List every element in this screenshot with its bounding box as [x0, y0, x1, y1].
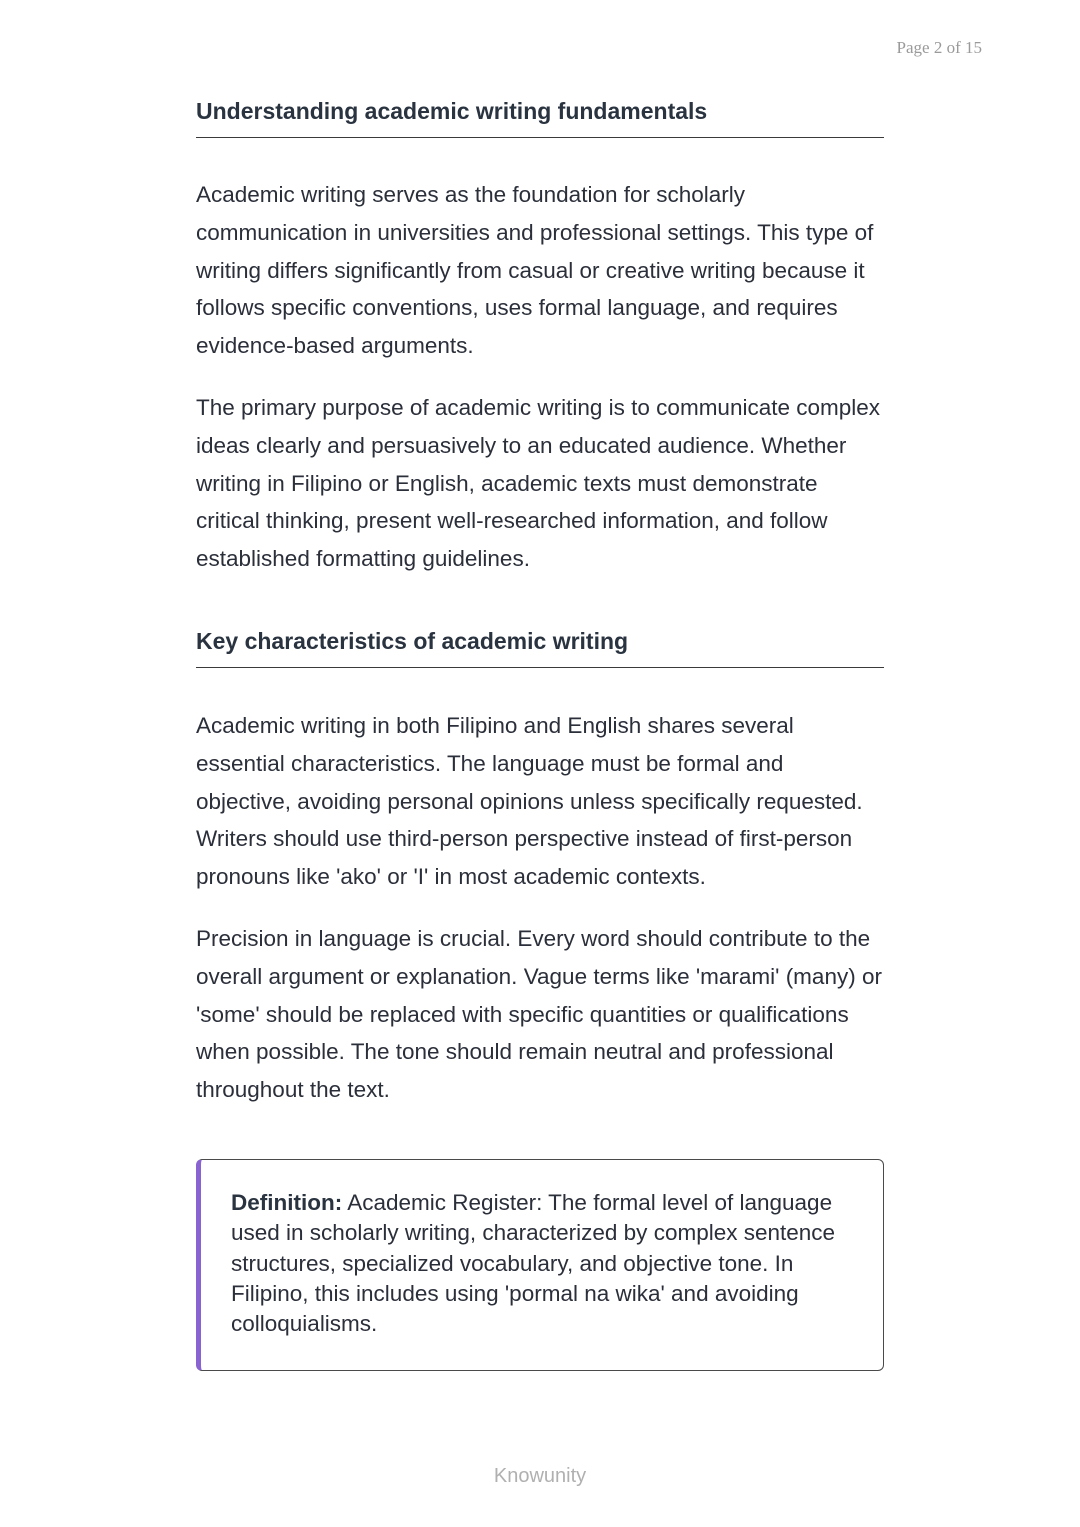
paragraph: Academic writing in both Filipino and English shares several essential characteristics. The language must be formal and objective, avoiding personal opinions unless specifically requested. Writers should use third-person perspective instead of first-person pronouns like 'ako' or 'I' in most academic contexts.	[196, 712, 863, 890]
paragraph: Academic writing serves as the foundation for scholarly communication in universities and professional settings. This type of writing differs significantly from casual or creative writing because it follows specific conventions, uses formal language, and requires evidence-based arguments.	[196, 182, 874, 359]
brand-watermark: Knowunity	[493, 1465, 587, 1487]
definition-text: Academic Register: The formal level of language used in scholarly writing, characterized by complex sentence structures, specialized vocabulary, and objective tone. In Filipino, this includes using 'pormal na wika' and avoiding colloquialisms.	[231, 1189, 836, 1337]
definition-label: Definition:	[231, 1189, 343, 1215]
section-fundamentals	[196, 98, 884, 578]
definition-callout	[196, 1159, 884, 1371]
section-key-characteristics	[196, 628, 884, 1109]
page-indicator: Page 2 of 15	[896, 38, 982, 57]
document-content	[196, 98, 884, 1371]
paragraph: The primary purpose of academic writing is to communicate complex ideas clearly and persuasively to an educated audience. Whether writing in Filipino or English, academic texts must demonstrate critical thinking, present well-researched information, and follow established formatting guidelines.	[196, 394, 881, 572]
definition-body	[231, 1188, 853, 1339]
section-heading: Key characteristics of academic writing	[196, 628, 884, 668]
section-heading: Understanding academic writing fundamentals	[196, 98, 884, 138]
paragraph: Precision in language is crucial. Every word should contribute to the overall argument or explanation. Vague terms like 'marami' (many) or 'some' should be replaced with specific quantities or qualifications when possible. The tone should remain neutral and professional throughout the text.	[196, 925, 882, 1103]
